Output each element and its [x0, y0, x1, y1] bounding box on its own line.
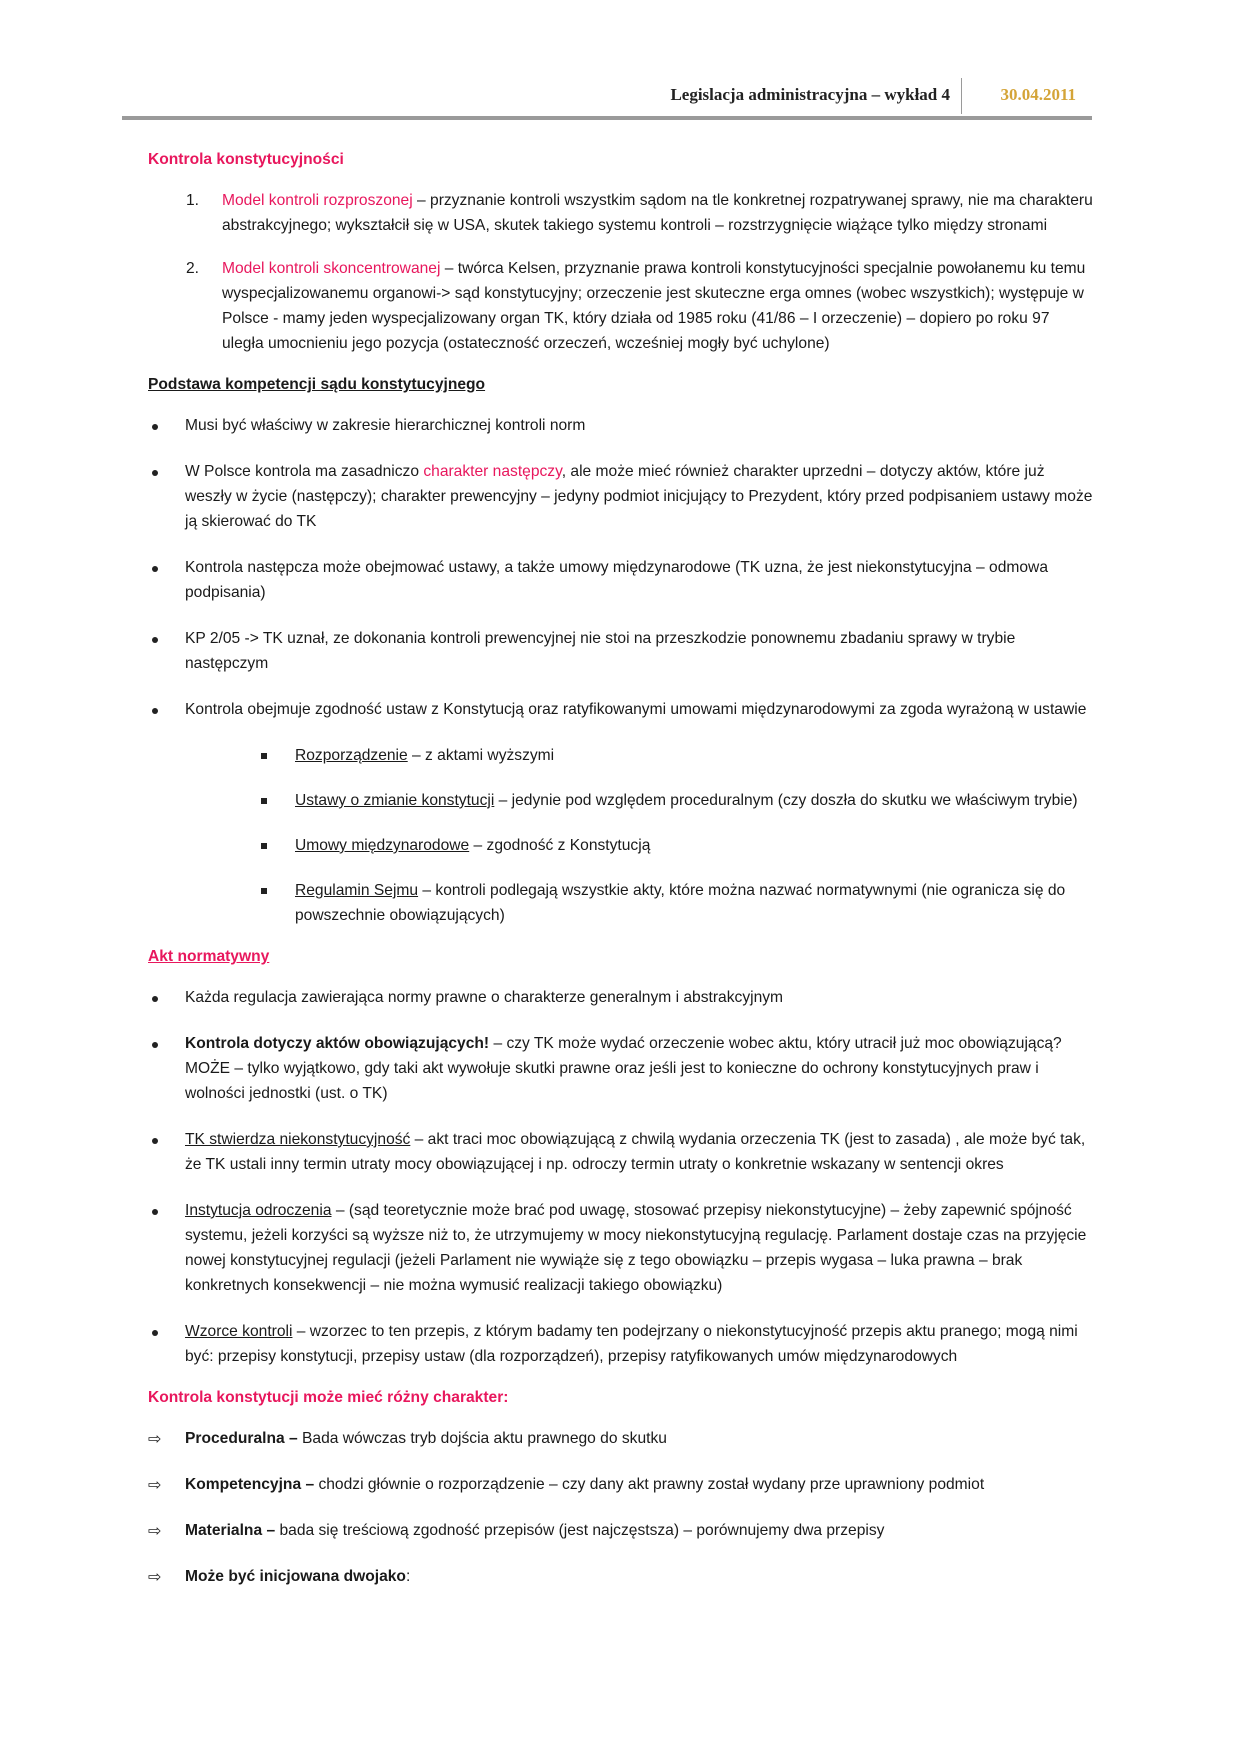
item-text: – czy TK może wydać orzeczenie wobec aktu, który utracił już moc obowiązującą? MOŻE – tylko wyjątkowo, gdy taki akt wywołuje skutki prawne oraz jeśli jest to konieczne do ochrony konstytucyjnych praw i wolności jednostki (ust. o TK): [185, 1035, 1062, 1102]
bullet-dot-icon: [152, 1209, 158, 1215]
term: Model kontroli skoncentrowanej: [222, 260, 441, 277]
arrow-right-icon: ⇨: [148, 1475, 162, 1494]
item-text: Każda regulacja zawierająca normy prawne o charakterze generalnym i abstrakcyjnym: [185, 989, 784, 1006]
list-item: [148, 626, 1093, 676]
term: Ustawy o zmianie konstytucji: [295, 792, 495, 809]
list-item: [148, 1198, 1093, 1298]
term: Wzorce kontroli: [185, 1323, 293, 1340]
term: Może być inicjowana dwojako: [185, 1568, 406, 1585]
item-text: – kontroli podlegają wszystkie akty, które można nazwać normatywnymi (nie ogranicza się do powszechnie obowiązujących): [295, 882, 1066, 924]
sub-list-item: [148, 833, 1093, 858]
item-text: :: [405, 1568, 411, 1585]
bullet-dot-icon: [152, 1330, 158, 1336]
square-bullet-icon: [261, 798, 267, 804]
header-separator: [961, 78, 962, 114]
list-item: [148, 1472, 1093, 1497]
bullet-dot-icon: [152, 566, 158, 572]
item-text: KP 2/05 -> TK uznał, ze dokonania kontroli prewencyjnej nie stoi na przeszkodzie ponownemu zbadaniu sprawy w trybie następczym: [185, 630, 1016, 672]
term: charakter następczy: [423, 463, 562, 480]
term: Rozporządzenie: [295, 747, 408, 764]
item-text: bada się treściową zgodność przepisów (jest najczęstsza) – porównujemy dwa przepisy: [275, 1522, 885, 1539]
list-item: [148, 1518, 1093, 1543]
document-date: 30.04.2011: [1000, 85, 1076, 104]
bullet-dot-icon: [152, 708, 158, 714]
item-text: – akt traci moc obowiązującą z chwilą wydania orzeczenia TK (jest to zasada) , ale może być tak, że TK ustali inny termin utraty mocy obowiązującej i np. odroczy termin utraty o konkretnie wskazany w sentencji okres: [185, 1131, 1086, 1173]
item-text: – twórca Kelsen, przyznanie prawa kontroli konstytucyjności specjalnie powołanemu ku temu wyspecjalizowanemu organowi-> sąd konstytucyjny; orzeczenie jest skuteczne erga omnes (wobec wszystkich); występuje w Polsce - mamy jeden wyspecjalizowany organ TK, który działa od 1985 roku (41/86 – I orzeczenie) – dopiero po roku 97 uległa umocnieniu jego pozycja (ostateczność orzeczeń, wcześniej mogły być uchylone): [222, 260, 1086, 352]
square-bullet-icon: [261, 888, 267, 894]
list-item: [148, 188, 1093, 238]
square-bullet-icon: [261, 753, 267, 759]
term: Model kontroli rozproszonej: [222, 192, 413, 209]
list-item: [148, 985, 1093, 1010]
section-heading-charakter: Kontrola konstytucji może mieć różny charakter:: [148, 1389, 509, 1406]
document-body: [148, 147, 1093, 1610]
term: Umowy międzynarodowe: [295, 837, 470, 854]
bullet-dot-icon: [152, 996, 158, 1002]
header-rule: [122, 116, 1092, 120]
bullet-dot-icon: [152, 1042, 158, 1048]
list-item: [148, 555, 1093, 605]
page-header: [122, 78, 1092, 120]
list-item: [148, 1426, 1093, 1451]
list-item: [148, 1127, 1093, 1177]
bullet-dot-icon: [152, 424, 158, 430]
arrow-right-icon: ⇨: [148, 1429, 162, 1448]
list-item: [148, 697, 1093, 722]
item-text: chodzi głównie o rozporządzenie – czy dany akt prawny został wydany prze uprawniony podmiot: [314, 1476, 985, 1493]
sub-list-item: [148, 743, 1093, 768]
term: TK stwierdza niekonstytucyjność: [185, 1131, 411, 1148]
item-text: – jedynie pod względem proceduralnym (czy doszła do skutku we właściwym trybie): [494, 792, 1078, 809]
section-heading-podstawa: Podstawa kompetencji sądu konstytucyjnego: [148, 376, 486, 393]
list-number: 2.: [186, 260, 200, 277]
item-text: – zgodność z Konstytucją: [469, 837, 651, 854]
bullet-dot-icon: [152, 637, 158, 643]
item-text: W Polsce kontrola ma zasadniczo: [185, 463, 424, 480]
section-heading-kontrola: Kontrola konstytucyjności: [148, 151, 344, 168]
term: Kompetencyjna –: [185, 1476, 315, 1493]
item-text: – przyznanie kontroli wszystkim sądom na tle konkretnej rozpatrywanej sprawy, nie ma charakteru abstrakcyjnego; wykształcił się w USA, skutek takiego systemu kontroli – rozstrzygnięcie wiążące tylko między stronami: [222, 192, 1093, 234]
term: Materialna –: [185, 1522, 276, 1539]
sub-list-item: [148, 878, 1093, 928]
list-item: [148, 1031, 1093, 1106]
list-item: [148, 413, 1093, 438]
term: Kontrola dotyczy aktów obowiązujących!: [185, 1035, 490, 1052]
document-title: Legislacja administracyjna – wykład 4: [670, 85, 950, 104]
item-text: – (sąd teoretycznie może brać pod uwagę, stosować przepisy niekonstytucyjne) – żeby zapewnić spójność systemu, jeżeli korzyści są wyższe niż to, że utrzymujemy w mocy niekonstytucyjną regulację. Parlament dostaje czas na przyjęcie nowej konstytucyjnej regulacji (jeżeli Parlament nie wywiąże się z tego obowiązku – przepis wygasa – luka prawna – brak konkretnych konsekwencji – nie można wymusić realizacji takiego obowiązku): [185, 1202, 1087, 1294]
list-number: 1.: [186, 192, 200, 209]
term: Proceduralna –: [185, 1430, 298, 1447]
item-text: , ale może mieć również charakter uprzedni – dotyczy aktów, które już weszły w życie (następczy); charakter prewencyjny – jedyny podmiot inicjujący to Prezydent, który przed podpisaniem ustawy może ją skierować do TK: [185, 463, 1093, 530]
item-text: – wzorzec to ten przepis, z którym badamy ten podejrzany o niekonstytucyjność przepis aktu pranego; mogą nimi być: przepisy konstytucji, przepisy ustaw (dla rozporządzeń), przepisy ratyfikowanych umów międzynarodowych: [185, 1323, 1078, 1365]
term: Regulamin Sejmu: [295, 882, 419, 899]
square-bullet-icon: [261, 843, 267, 849]
list-item: [148, 1319, 1093, 1369]
arrow-right-icon: ⇨: [148, 1567, 162, 1586]
sub-list-item: [148, 788, 1093, 813]
item-text: – z aktami wyższymi: [407, 747, 555, 764]
list-item: [148, 459, 1093, 534]
list-item: [148, 256, 1093, 356]
item-text: Musi być właściwy w zakresie hierarchicznej kontroli norm: [185, 417, 586, 434]
term: Instytucja odroczenia: [185, 1202, 332, 1219]
bullet-dot-icon: [152, 1138, 158, 1144]
arrow-right-icon: ⇨: [148, 1521, 162, 1540]
bullet-dot-icon: [152, 470, 158, 476]
item-text: Bada wówczas tryb dojścia aktu prawnego do skutku: [297, 1430, 667, 1447]
item-text: Kontrola następcza może obejmować ustawy, a także umowy międzynarodowe (TK uzna, że jest niekonstytucyjna – odmowa podpisania): [185, 559, 1048, 601]
item-text: Kontrola obejmuje zgodność ustaw z Konstytucją oraz ratyfikowanymi umowami międzynarodowymi za zgoda wyrażoną w ustawie: [185, 701, 1087, 718]
section-heading-akt: Akt normatywny: [148, 948, 270, 965]
list-item: [148, 1564, 1093, 1589]
